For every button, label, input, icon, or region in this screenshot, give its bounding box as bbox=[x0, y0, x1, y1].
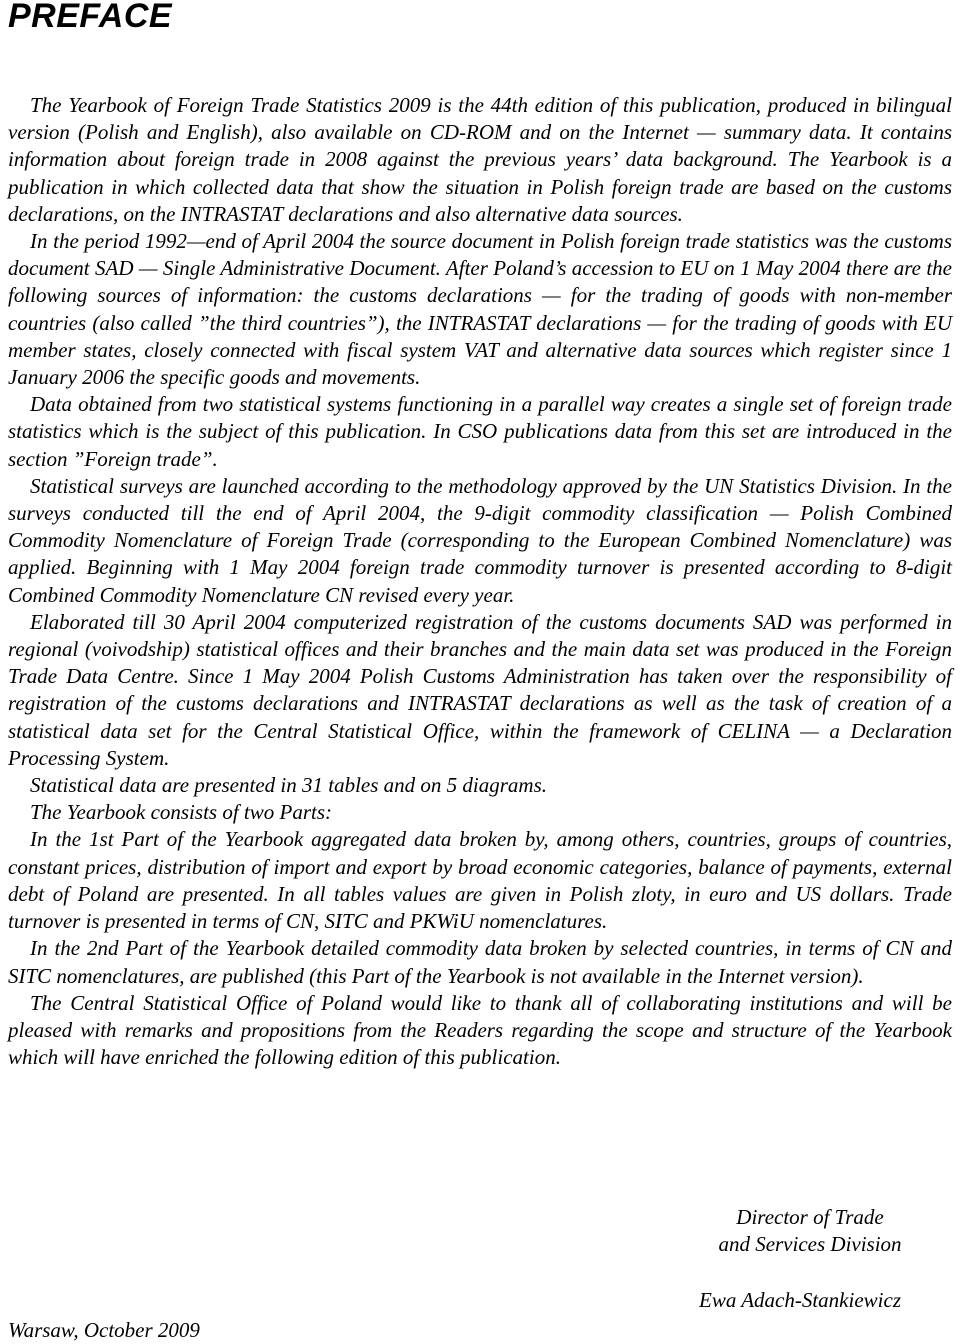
paragraph-intro: The Yearbook of Foreign Trade Statistics 2009 is the 44th edition of this publication, produced in bilingual version (Polish and English), also available on CD-ROM and on the Internet — summary data. It contains information about foreign trade in 2008 against the previous years’ data background. The Yearbook is a publication in which collected data that show the situation in Polish foreign trade are based on the customs declarations, on the INTRASTAT declarations and also alternative data sources. bbox=[8, 93, 952, 226]
preface-body bbox=[8, 92, 952, 1071]
paragraph-registration: Elaborated till 30 April 2004 computerized registration of the customs documents SAD was performed in regional (voivodship) statistical offices and their branches and the main data set was produced in the Foreign Trade Data Centre. Since 1 May 2004 Polish Customs Administration has taken over the responsibility of registration of the customs declarations and INTRASTAT declarations as well as the task of creation of a statistical data set for the Central Statistical Office, within the framework of CELINA — a Declaration Processing System. bbox=[8, 609, 952, 770]
paragraph-methodology: Statistical surveys are launched according to the methodology approved by the UN Statistics Division. In the surveys conducted till the end of April 2004, the 9-digit commodity classification — Polish Combined Commodity Nomenclature of Foreign Trade (corresponding to the European Combined Nomenclature) was applied. Beginning with 1 May 2004 foreign trade commodity turnover is presented according to 8-digit Combined Commodity Nomenclature CN revised every year. bbox=[8, 473, 952, 607]
signature-name: Ewa Adach-Stankiewicz bbox=[699, 1288, 901, 1312]
paragraph-sources: In the period 1992—end of April 2004 the source document in Polish foreign trade statistics was the customs document SAD — Single Administrative Document. After Poland’s accession to EU on 1 May 2004 there are the following sources of information: the customs declarations — for the trading of goods with non-member countries (also called ”the third countries”), the INTRASTAT declarations — for the trading of goods with EU member states, closely connected with fiscal system VAT and alternative data sources which register since 1 January 2006 the specific goods and movements. bbox=[8, 229, 952, 390]
paragraph-part-two: In the 2nd Part of the Yearbook detailed commodity data broken by selected countries, in terms of CN and SITC nomenclatures, are published (this Part of the Yearbook is not available in the Internet version). bbox=[8, 936, 952, 988]
signature-title-line-2: and Services Division bbox=[718, 1232, 902, 1256]
paragraph-parts-intro: The Yearbook consists of two Parts: bbox=[30, 800, 332, 825]
paragraph-part-one: In the 1st Part of the Yearbook aggregated data broken by, among others, countries, groups of countries, constant prices, distribution of import and export by broad economic categories, balance of payments, external debt of Poland are presented. In all tables values are given in Polish zloty, in euro and US dollars. Trade turnover is presented in terms of CN, SITC and PKWiU nomenclatures. bbox=[8, 827, 952, 934]
paragraph-statistical-systems: Data obtained from two statistical systems functioning in a parallel way creates a single set of foreign trade statistics which is the subject of this publication. In CSO publications data from this set are introduced in the section ”Foreign trade”. bbox=[8, 392, 952, 471]
page-title: PREFACE bbox=[8, 0, 173, 35]
place-and-date: Warsaw, October 2009 bbox=[8, 1318, 200, 1342]
paragraph-tables-count: Statistical data are presented in 31 tables and on 5 diagrams. bbox=[30, 773, 548, 798]
signature-title-line-1: Director of Trade bbox=[736, 1205, 884, 1229]
paragraph-acknowledgement: The Central Statistical Office of Poland would like to thank all of collaborating institutions and will be pleased with remarks and propositions from the Readers regarding the scope and structure of the Yearbook which will have enriched the following edition of this publication. bbox=[8, 990, 952, 1070]
signature-title bbox=[660, 1204, 960, 1258]
